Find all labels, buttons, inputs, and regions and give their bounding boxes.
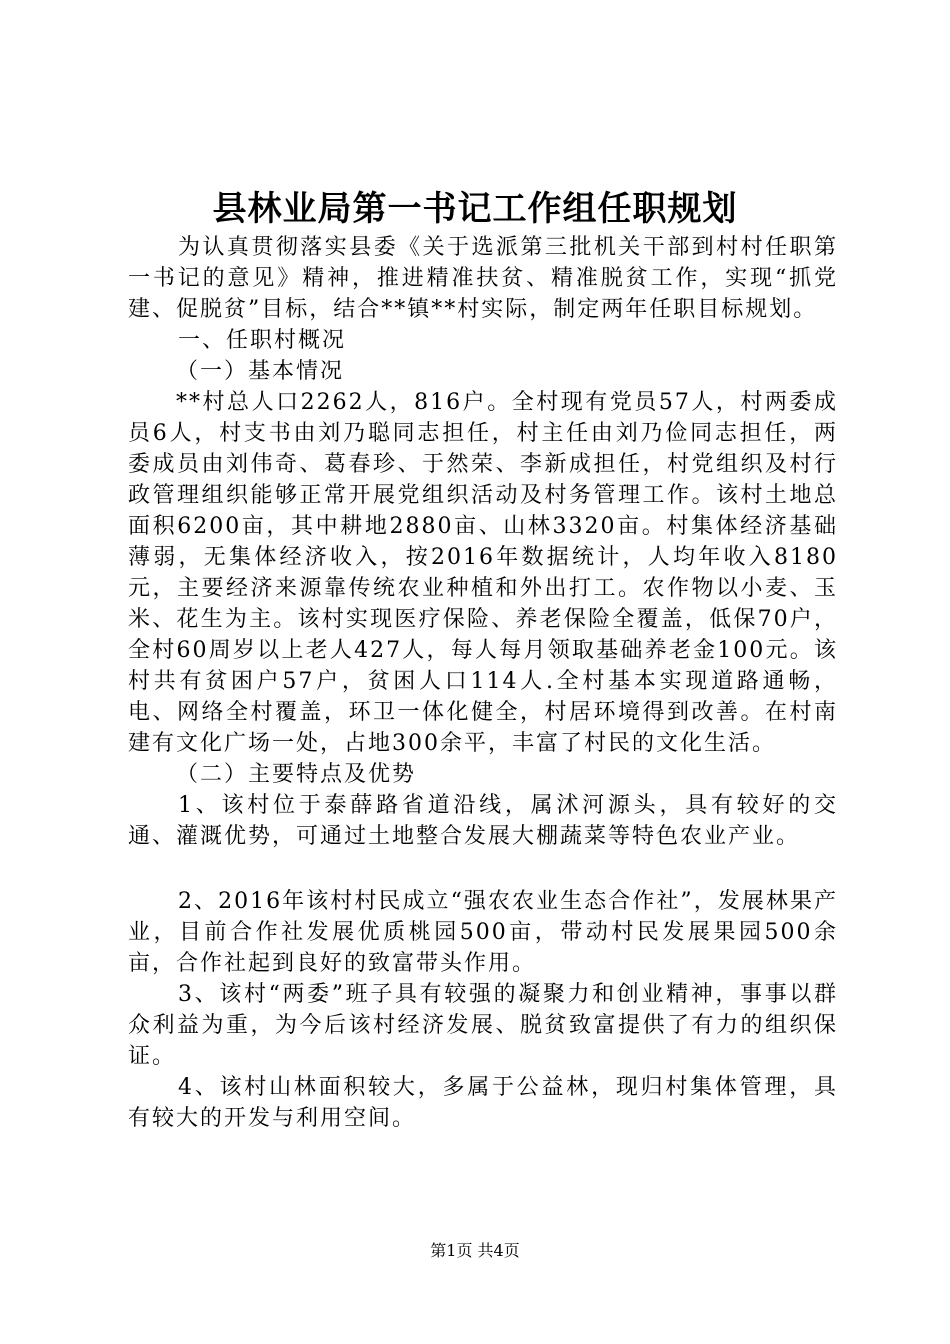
page-number: 第1页 共4页 <box>430 1241 520 1260</box>
document-body <box>128 232 838 1134</box>
feature-paragraph: 1、该村位于泰薛路省道沿线，属沭河源头，具有较好的交通、灌溉优势，可通过土地整合发展大棚蔬菜等特色农业产业。 <box>128 793 838 849</box>
section-heading: 一、任职村概况 <box>178 328 347 353</box>
feature-paragraph: 2、2016年该村村民成立“强农农业生态合作社”，发展林果产业，目前合作社发展优质桃园500亩，带动村民发展果园500余亩，合作社起到良好的致富带头作用。 <box>128 889 838 976</box>
document-title: 县林业局第一书记工作组任职规划 <box>212 189 738 229</box>
feature-paragraph: 3、该村“两委”班子具有较强的凝聚力和创业精神，事事以群众利益为重，为今后该村经济发展、脱贫致富提供了有力的组织保证。 <box>128 982 838 1069</box>
basic-info-paragraph: **村总人口2262人，816户。全村现有党员57人，村两委成员6人，村支书由刘乃聪同志担任，村主任由刘乃俭同志担任，两委成员由刘伟奇、葛春珍、于然荣、李新成担任，村党组织及村行政管理组织能够正常开展党组织活动及村务管理工作。该村土地总面积6200亩，其中耕地2880亩、山林3320亩。村集体经济基础薄弱，无集体经济收入，按2016年数据统计，人均年收入8180元，主要经济来源靠传统农业种植和外出打工。农作物以小麦、玉米、花生为主。该村实现医疗保险、养老保险全覆盖，低保70户，全村60周岁以上老人427人，每人每月领取基础养老金100元。该村共有贫困户57户，贫困人口114人.全村基本实现道路通畅，电、网络全村覆盖，环卫一体化健全，村居环境得到改善。在村南建有文化广场一处，占地300余平，丰富了村民的文化生活。 <box>128 390 838 756</box>
subsection-heading: （二）主要特点及优势 <box>176 762 417 787</box>
paragraph-gap <box>128 852 838 886</box>
feature-paragraph: 4、该村山林面积较大，多属于公益林，现归村集体管理，具有较大的开发与利用空间。 <box>128 1075 838 1131</box>
intro-paragraph: 为认真贯彻落实县委《关于选派第三批机关干部到村村任职第一书记的意见》精神，推进精准扶贫、精准脱贫工作，实现“抓党建、促脱贫”目标，结合**镇**村实际，制定两年任职目标规划。 <box>128 235 838 322</box>
subsection-heading: （一）基本情况 <box>176 359 345 384</box>
